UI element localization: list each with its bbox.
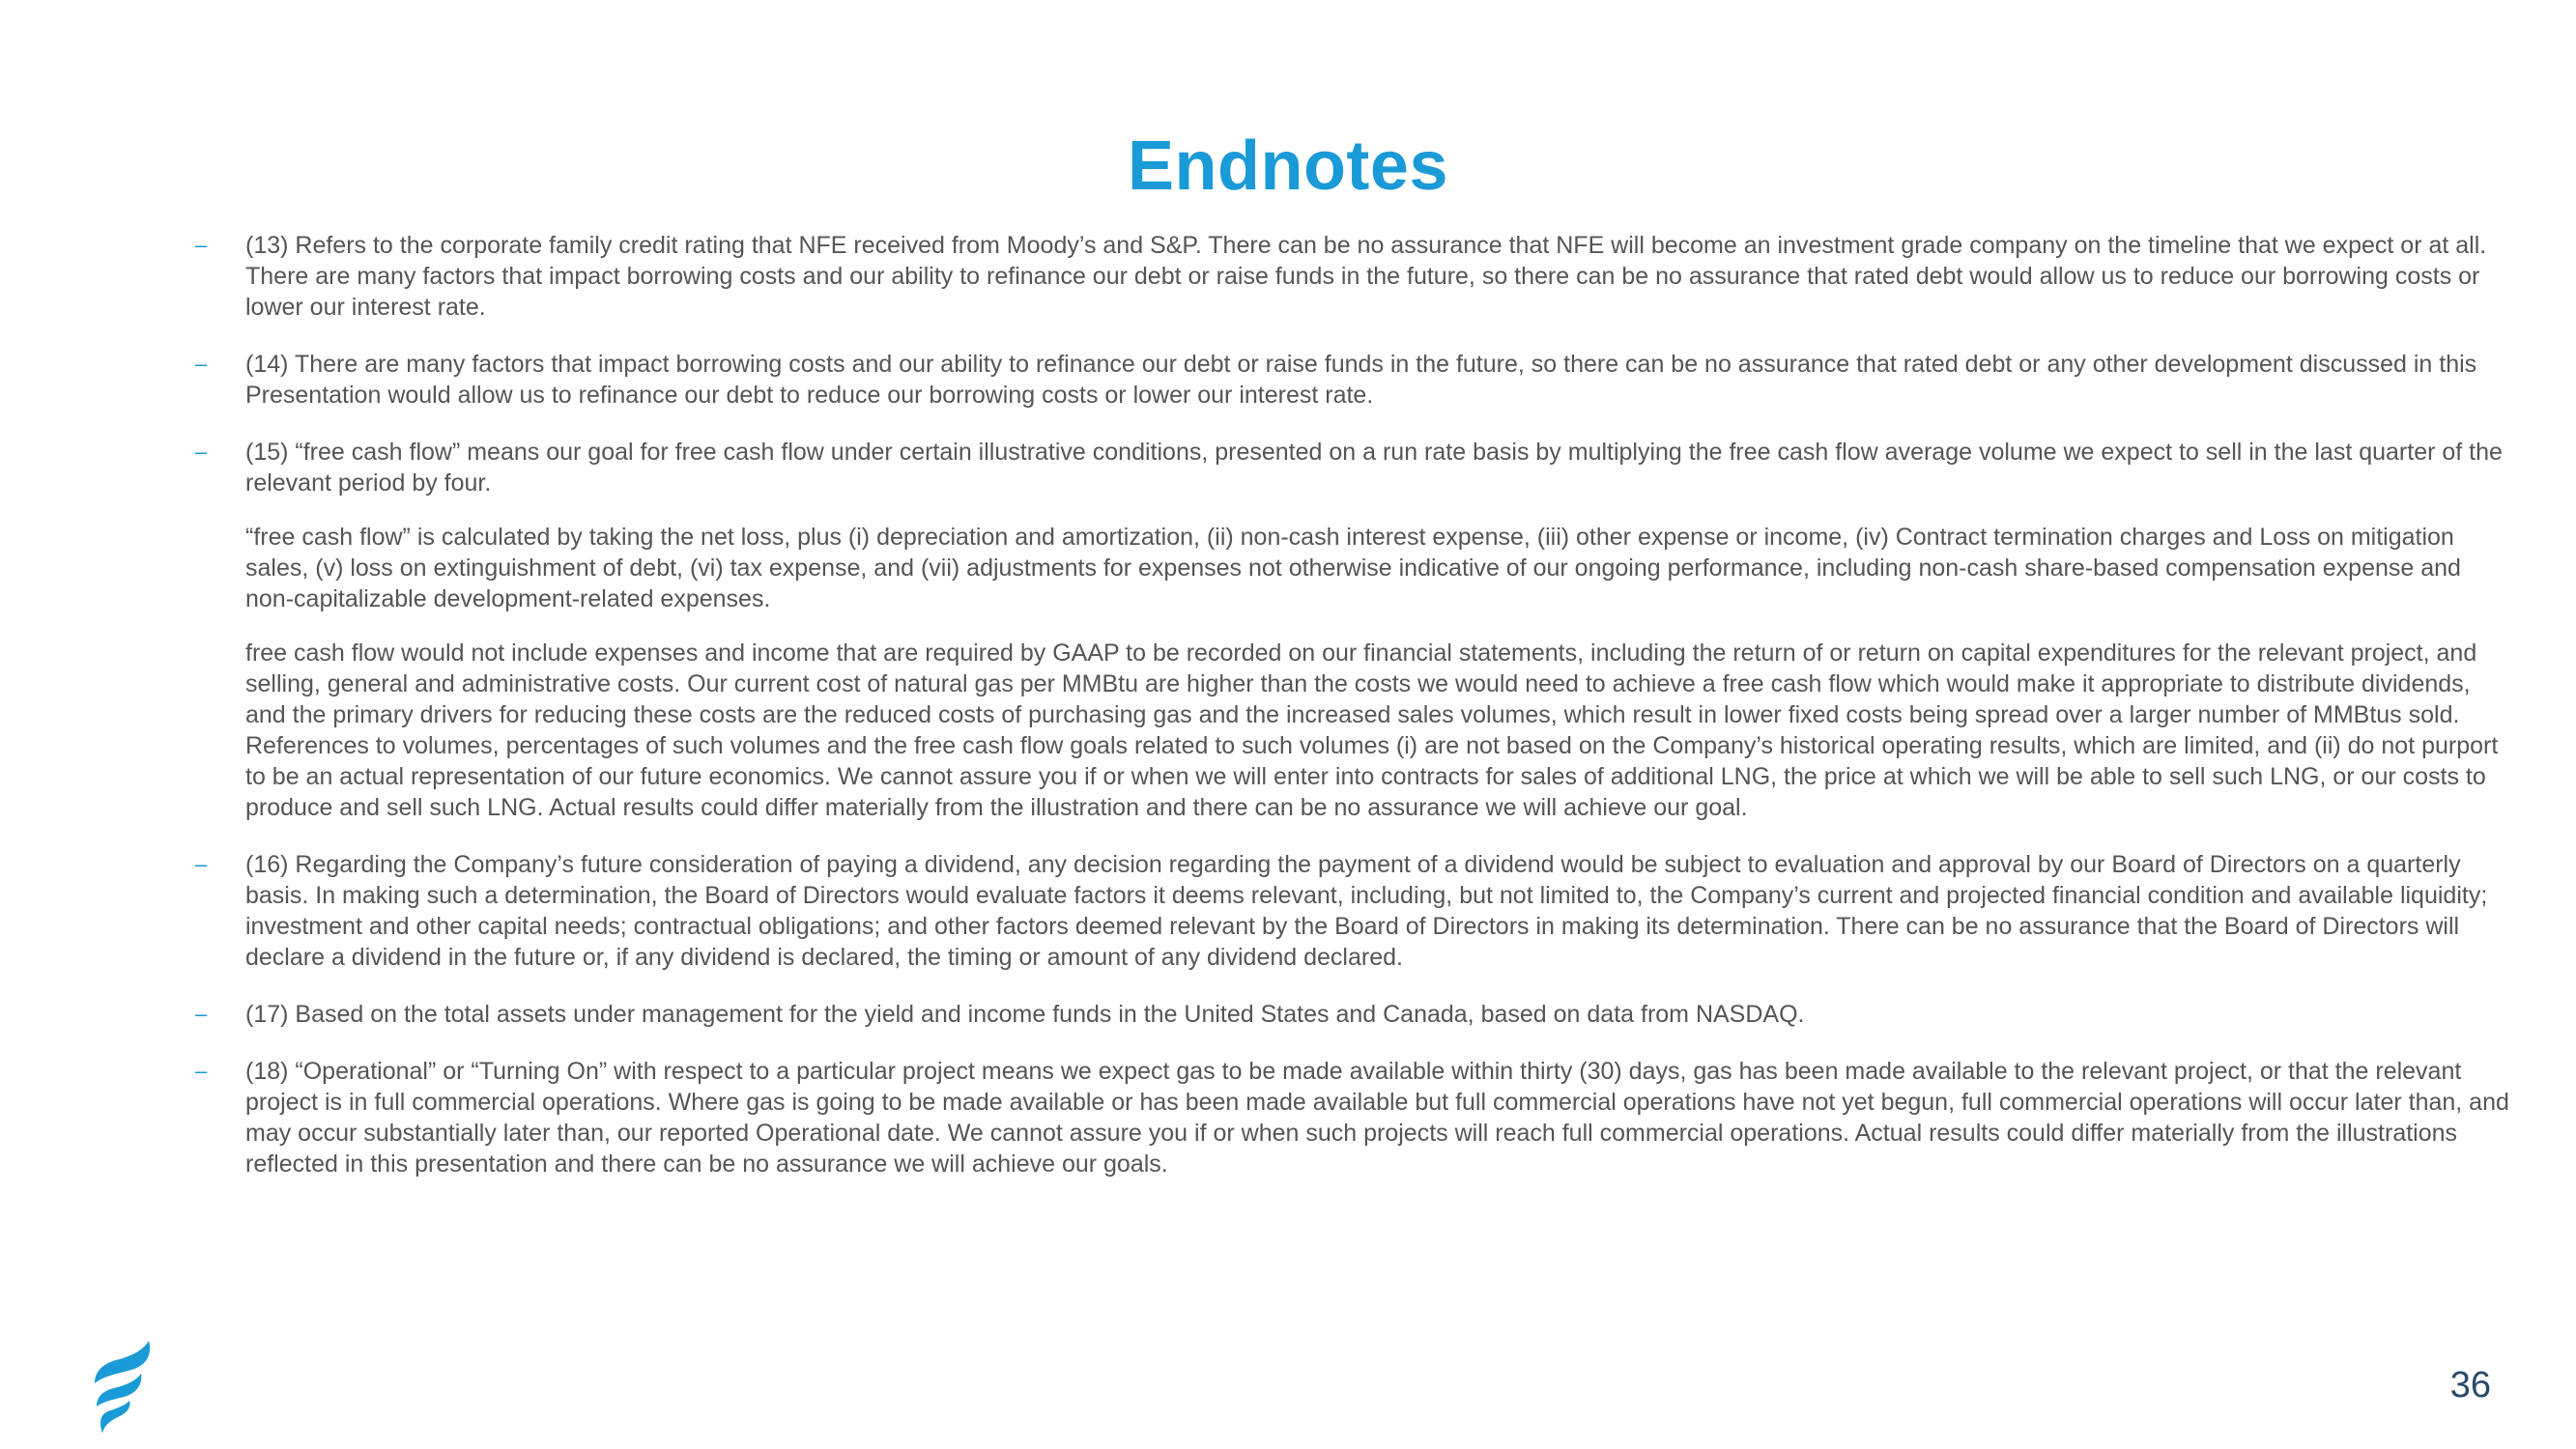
endnote-17 (191, 999, 2510, 1030)
endnote-13 (191, 230, 2510, 323)
company-flame-logo-icon (93, 1341, 158, 1434)
logo-flame-bottom (100, 1401, 130, 1434)
logo-flame-middle (97, 1374, 141, 1406)
endnote-text: free cash flow would not include expenses and income that are required by GAAP to be recorded on our financial statements, including the return of or return on capital expenditures for the relevant project, and selling, general and administrative costs. Our current cost of natural gas per MMBtu are higher than the costs we would need to achieve a free cash flow which would make it appropriate to distribute dividends, and the primary drivers for reducing these costs are the reduced costs of purchasing gas and the increased sales volumes, which result in lower fixed costs being spread over a larger number of MMBtus sold. References to volumes, percentages of such volumes and the free cash flow goals related to such volumes (i) are not based on the Company’s historical operating results, which are limited, and (ii) do not purport to be an actual representation of our future economics. We cannot assure you if or when we will enter into contracts for sales of additional LNG, the price at which we will be able to sell such LNG, or our costs to produce and sell such LNG. Actual results could differ materially from the illustration and there can be no assurance we will achieve our goal. (245, 639, 2499, 821)
endnote-15 (191, 437, 2510, 498)
endnote-text: (14) There are many factors that impact borrowing costs and our ability to refinance our debt or raise funds in the future, so there can be no assurance that rated debt or any other development discussed in this Presentation would allow us to refinance our debt to reduce our borrowing costs or lower our interest rate. (245, 351, 2477, 409)
endnote-15-limitations (191, 638, 2510, 823)
page-title: Endnotes (1127, 128, 1448, 205)
endnote-text: (13) Refers to the corporate family credit rating that NFE received from Moody’s and S&P. There can be no assurance that NFE will become an investment grade company on the timeline that we expect or at all. There are many factors that impact borrowing costs and our ability to refinance our debt or raise funds in the future, so there can be no assurance that rated debt would allow us to reduce our borrowing costs or lower our interest rate. (245, 232, 2487, 321)
endnote-text: (16) Regarding the Company’s future consideration of paying a dividend, any decision regarding the payment of a dividend would be subject to evaluation and approval by our Board of Directors on a quarterly basis. In making such a determination, the Board of Directors would evaluate factors it deems relevant, including, but not limited to, the Company’s current and projected financial condition and available liquidity; investment and other capital needs; contractual obligations; and other factors deemed relevant by the Board of Directors in making its determination. There can be no assurance that the Board of Directors will declare a dividend in the future or, if any dividend is declared, the timing or amount of any dividend declared. (245, 851, 2488, 971)
page-number: 36 (2449, 1365, 2491, 1406)
logo-flame-top (95, 1341, 150, 1383)
endnote-14 (191, 349, 2510, 411)
endnote-text: (15) “free cash flow” means our goal for free cash flow under certain illustrative conditions, presented on a run rate basis by multiplying the free cash flow average volume we expect to sell in the last quarter of the relevant period by four. (245, 439, 2503, 497)
endnote-15-definition (191, 522, 2510, 614)
bullet-dash: – (195, 233, 208, 257)
bullet-dash: – (195, 440, 208, 464)
endnote-16 (191, 849, 2510, 973)
endnote-18 (191, 1056, 2510, 1179)
bullet-dash: – (195, 352, 208, 376)
endnote-text: “free cash flow” is calculated by taking the net loss, plus (i) depreciation and amortization, (ii) non-cash interest expense, (iii) other expense or income, (iv) Contract termination charges and Loss on mitigation sales, (v) loss on extinguishment of debt, (vi) tax expense, and (vii) adjustments for expenses not otherwise indicative of our ongoing performance, including non-cash share-based compensation expense and non-capitalizable development-related expenses. (245, 524, 2461, 612)
endnotes-list (191, 230, 2510, 1206)
bullet-dash: – (195, 1002, 208, 1026)
endnote-text: (17) Based on the total assets under management for the yield and income funds in the United States and Canada, based on data from NASDAQ. (245, 1001, 1805, 1028)
bullet-dash: – (195, 852, 208, 876)
bullet-dash: – (195, 1059, 208, 1083)
endnote-text: (18) “Operational” or “Turning On” with respect to a particular project means we expect gas to be made available within thirty (30) days, gas has been made available to the relevant project, or that the relevant project is in full commercial operations. Where gas is going to be made available or has been made available but full commercial operations have not yet begun, full commercial operations will occur later than, and may occur substantially later than, our reported Operational date. We cannot assure you if or when such projects will reach full commercial operations. Actual results could differ materially from the illustrations reflected in this presentation and there can be no assurance we will achieve our goals. (245, 1058, 2509, 1178)
